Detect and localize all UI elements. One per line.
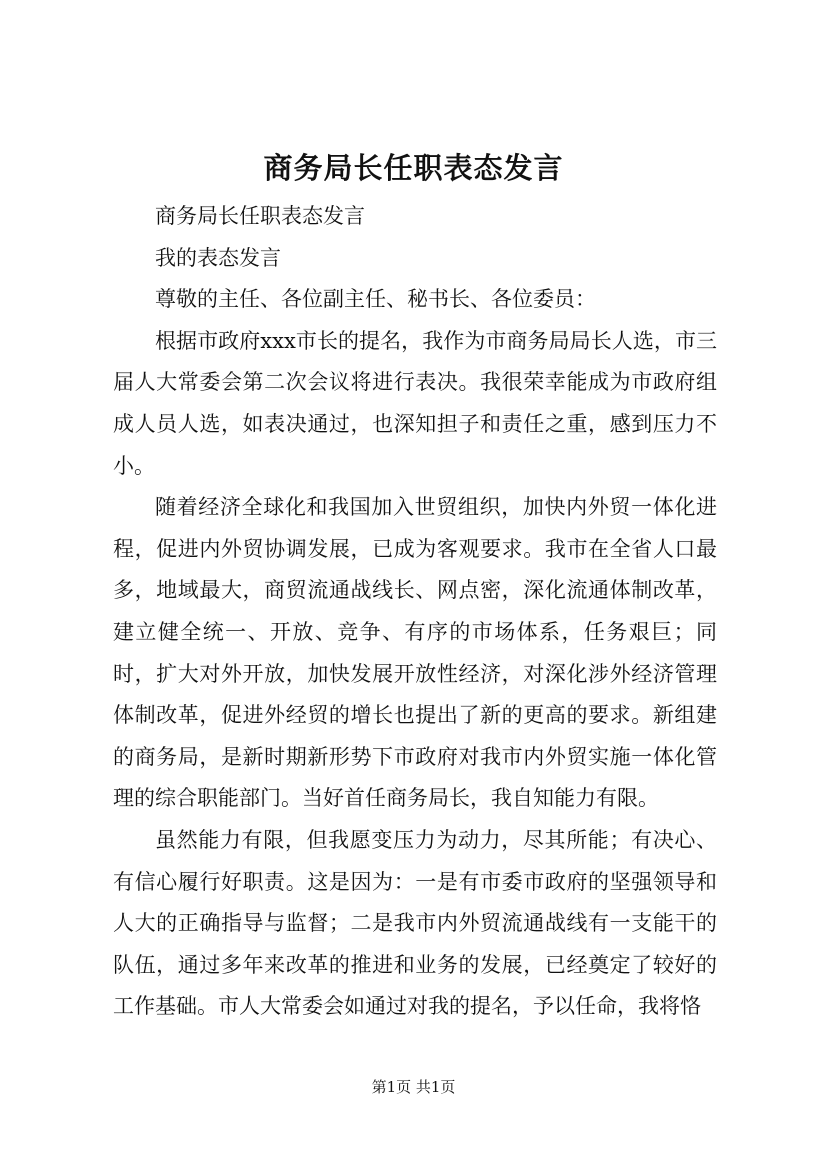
paragraph-nomination: 根据市政府xxx市长的提名，我作为市商务局局长人选，市三届人大常委会第二次会议将进行表决。我很荣幸能成为市政府组成人员人选，如表决通过，也深知担子和责任之重，感到压力不小。 <box>113 328 717 478</box>
paragraph-commitment: 虽然能力有限，但我愿变压力为动力，尽其所能；有决心、有信心履行好职责。这是因为：一是有市委市政府的坚强领导和人大的正确指导与监督；二是我市内外贸流通战线有一支能干的队伍，通过多年来改革的推进和业务的发展，已经奠定了较好的工作基础。市人大常委会如通过对我的提名，予以任命，我将恪 <box>113 827 717 1019</box>
paragraph-heading-repeat: 商务局长任职表态发言 <box>155 204 365 228</box>
paragraph-subheading: 我的表态发言 <box>155 245 281 270</box>
page-number-footer: 第1页 共1页 <box>371 1078 456 1096</box>
paragraph-salutation: 尊敬的主任、各位副主任、秘书长、各位委员： <box>155 287 596 312</box>
paragraph-context: 随着经济全球化和我国加入世贸组织，加快内外贸一体化进程，促进内外贸协调发展，已成为客观要求。我市在全省人口最多，地域最大，商贸流通战线长、网点密，深化流通体制改革，建立健全统一、开放、竞争、有序的市场体系，任务艰巨；同时，扩大对外开放，加快发展开放性经济，对深化涉外经济管理体制改革，促进外经贸的增长也提出了新的更高的要求。新组建的商务局，是新时期新形势下市政府对我市内外贸实施一体化管理的综合职能部门。当好首任商务局长，我自知能力有限。 <box>113 495 717 811</box>
document-title: 商务局长任职表态发言 <box>263 151 564 185</box>
document-body <box>113 196 717 1028</box>
